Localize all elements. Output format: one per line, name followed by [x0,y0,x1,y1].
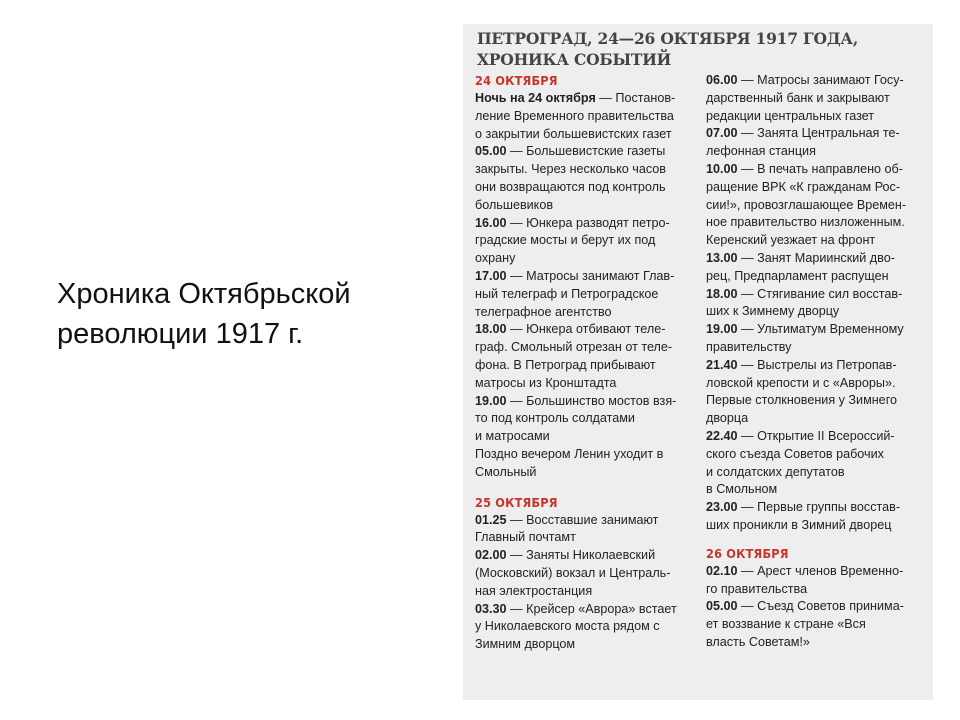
event-time: 21.40 [706,357,738,372]
event-line [475,108,694,126]
event-text: ших проникли в Зимний дворец [706,517,892,532]
event-line [475,304,694,322]
event-text: охрану [475,251,516,266]
event-text: ная электростанция [475,583,593,598]
event-line [475,375,694,393]
event-text: ный телеграф и Петроградское [475,286,659,301]
event-line [475,126,694,144]
event-line [706,90,925,108]
event-time: 18.00 [706,286,738,301]
event-line [706,303,925,321]
chronicle-columns [475,72,925,654]
day-heading: 25 ОКТЯБРЯ [475,494,558,510]
event-text: они возвращаются под контроль [475,179,666,194]
event-text: Керенский уезжает на фронт [706,233,876,248]
event-time: 13.00 [706,250,738,265]
event-line [706,581,925,599]
event-text: ского съезда Советов рабочих [706,446,884,461]
event-line [475,583,694,601]
event-line [706,464,925,482]
event-text: и матросами [475,429,550,444]
event-line [706,286,925,304]
event-line [475,529,694,547]
event-line [475,232,694,250]
event-text: — Большевистские газеты [506,144,666,159]
event-text: большевиков [475,197,554,212]
event-line [475,464,694,482]
event-text: закрыты. Через несколько часов [475,162,666,177]
event-line [475,179,694,197]
event-text: ет воззвание к стране «Вся [706,617,866,632]
event-text: дарственный банк и закрывают [706,90,890,105]
event-line [706,357,925,375]
event-line [706,375,925,393]
event-text: го правительства [706,581,808,596]
event-time: 18.00 [475,322,507,337]
event-line [706,232,925,250]
event-text: рец, Предпарламент распущен [706,268,889,283]
event-text: о закрытии большевистских газет [475,126,672,141]
slide-title [57,274,427,354]
event-line [706,108,925,126]
event-text: (Московский) вокзал и Централь- [475,565,671,580]
event-text: и солдатских депутатов [706,464,845,479]
event-text: — Восставшие занимают [506,512,659,527]
event-time: Ночь на 24 октября [475,91,596,105]
event-line [475,618,694,636]
chronicle-title [477,28,925,70]
event-line [475,357,694,375]
event-line [706,563,925,581]
event-line [706,161,925,179]
event-line [475,601,694,619]
event-text: Зимним дворцом [475,637,576,652]
event-text: — Выстрелы из Петропав- [737,357,897,372]
event-text: ление Временного правительства [475,108,674,123]
event-line [475,143,694,161]
event-line [706,268,925,286]
event-line [475,512,694,530]
event-text: — Матросы занимают Глав- [506,268,675,283]
event-time: 22.40 [706,428,738,443]
event-text: — Постанов- [595,91,676,105]
event-time: 05.00 [475,144,507,159]
event-line [475,286,694,304]
chronicle-scan [463,24,933,700]
event-line [706,321,925,339]
event-line [706,125,925,143]
event-time: 06.00 [706,73,738,87]
event-text: дворца [706,411,749,426]
event-line [706,598,925,616]
event-line [706,72,925,90]
event-line [475,428,694,446]
event-text: — Открытие II Всероссий- [737,428,895,443]
event-line [706,634,925,652]
event-text: сии!», провозглашающее Времен- [706,197,907,212]
event-line [706,428,925,446]
chronicle-left-column [475,72,694,654]
event-line [475,410,694,428]
event-time: 17.00 [475,268,507,283]
event-line [475,339,694,357]
event-line [706,197,925,215]
event-text: — Стягивание сил восстав- [737,286,903,301]
event-text: — Заняты Николаевский [506,548,656,563]
event-text: в Смольном [706,482,778,497]
event-time: 02.00 [475,548,507,563]
event-line [475,197,694,215]
event-line [475,446,694,464]
event-text: — Занята Центральная те- [737,126,900,141]
chronicle-right-column [706,72,925,654]
day-heading: 26 ОКТЯБРЯ [706,545,789,561]
event-text: фона. В Петроград прибывают [475,357,656,372]
event-text: то под контроль солдатами [475,411,635,426]
event-text: — Юнкера отбивают теле- [506,322,666,337]
event-text: — Ультиматум Временному [737,322,904,337]
event-line [706,616,925,634]
event-line [706,517,925,535]
event-time: 02.10 [706,563,738,578]
event-text: — В печать направлено об- [737,161,903,176]
event-line [706,143,925,161]
event-text: Главный почтамт [475,530,576,545]
event-text: — Крейсер «Аврора» встает [506,601,677,616]
event-time: 03.30 [475,601,507,616]
event-text: ловской крепости и с «Авроры». [706,375,896,390]
event-line [475,565,694,583]
event-text: редакции центральных газет [706,108,875,123]
event-line [475,393,694,411]
event-text: Поздно вечером Ленин уходит в [475,446,664,461]
event-line [706,179,925,197]
event-text: лефонная станция [706,144,816,159]
event-text: ращение ВРК «К гражданам Рос- [706,179,901,194]
event-line [475,90,694,108]
day-heading: 24 ОКТЯБРЯ [475,73,558,88]
event-text: градские мосты и берут их под [475,233,656,248]
event-text: — Юнкера разводят петро- [506,215,670,230]
event-line [706,250,925,268]
event-line [706,481,925,499]
event-text: — Матросы занимают Госу- [737,73,904,87]
event-time: 19.00 [706,322,738,337]
event-line [475,215,694,233]
event-line [475,161,694,179]
event-text: граф. Смольный отрезан от теле- [475,340,673,355]
event-text: ное правительство низложенным. [706,215,905,230]
event-text: телеграфное агентство [475,304,612,319]
event-line [706,410,925,428]
event-text: ших к Зимнему дворцу [706,304,840,319]
slide-title-line-2: революции 1917 г. [57,318,304,350]
event-text: Смольный [475,464,537,479]
event-text: — Большинство мостов взя- [506,393,677,408]
event-text: у Николаевского моста рядом с [475,619,660,634]
event-time: 05.00 [706,599,738,614]
event-time: 16.00 [475,215,507,230]
event-text: Первые столкновения у Зимнего [706,393,898,408]
event-line [475,636,694,654]
event-line [706,339,925,357]
chronicle-title-line-1: ПЕТРОГРАД, 24—26 ОКТЯБРЯ 1917 ГОДА, [477,29,859,48]
event-time: 01.25 [475,512,507,527]
event-time: 23.00 [706,500,738,515]
event-text: — Арест членов Временно- [737,563,904,578]
event-line [706,214,925,232]
event-line [475,268,694,286]
event-text: — Первые группы восстав- [737,500,901,515]
event-text: матросы из Кронштадта [475,375,617,390]
event-text: власть Советам!» [706,634,810,649]
event-line [475,321,694,339]
event-line [706,499,925,517]
event-time: 10.00 [706,161,738,176]
event-line [475,250,694,268]
event-text: — Съезд Советов принима- [737,599,904,614]
slide-title-line-1: Хроника Октябрьской [57,278,351,310]
event-line [706,392,925,410]
event-line [706,446,925,464]
event-time: 07.00 [706,126,738,141]
chronicle-title-line-2: ХРОНИКА СОБЫТИЙ [477,50,672,69]
event-text: правительству [706,339,792,354]
event-time: 19.00 [475,393,507,408]
event-line [475,547,694,565]
event-text: — Занят Мариинский дво- [737,250,895,265]
